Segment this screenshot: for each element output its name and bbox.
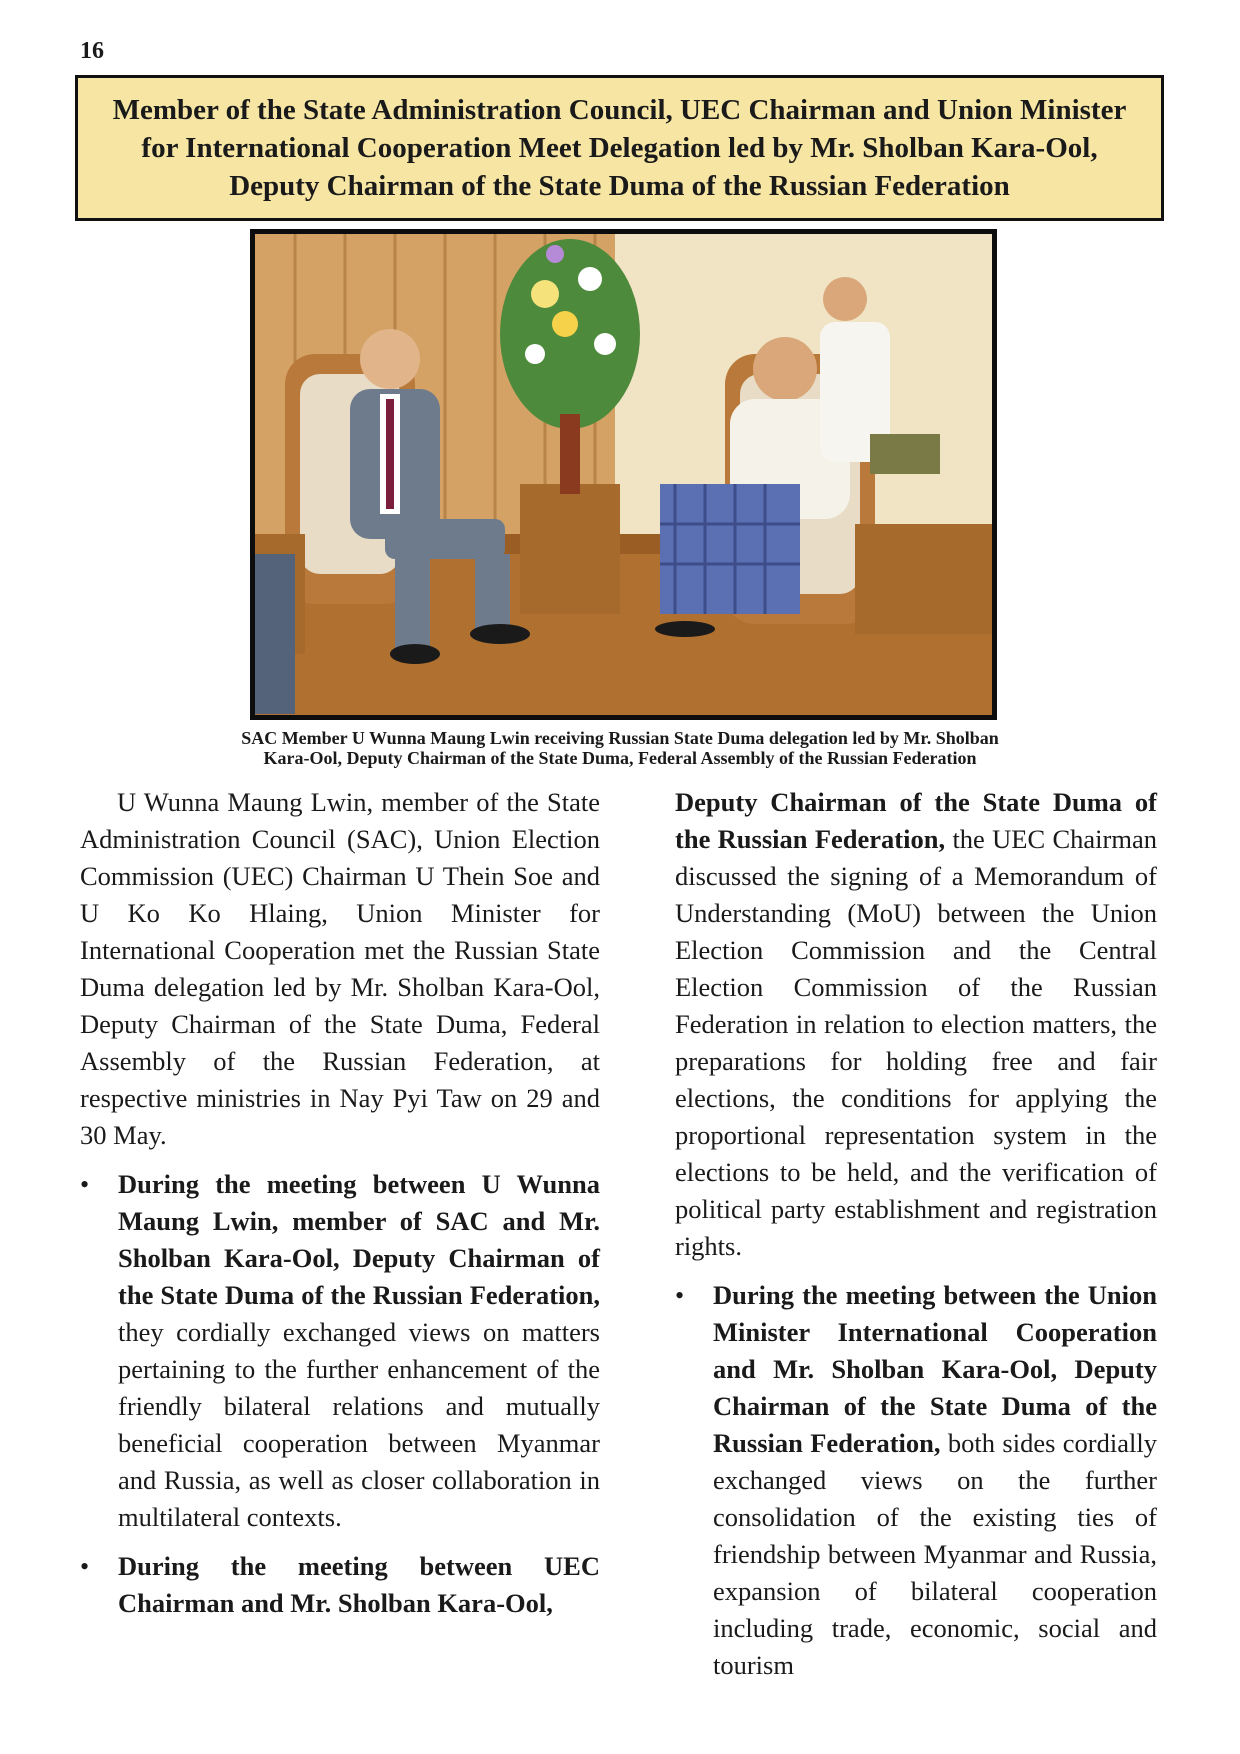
caption-line-2: Kara-Ool, Deputy Chairman of the State Duma, Federal Assembly of the Russian Federation bbox=[263, 748, 977, 768]
right-column bbox=[675, 784, 1157, 1696]
headline: Member of the State Administration Council, UEC Chairman and Union Minister for International Cooperation Meet Delegation led by Mr. Sholban Kara-Ool, Deputy Chairman of the State Duma of the Russian Federation bbox=[112, 94, 1127, 202]
bullet-item-2 bbox=[80, 1548, 600, 1622]
bullet1-bold: During the meeting between U Wunna Maung Lwin, member of SAC and Mr. Sholban Kara-Ool, Deputy Chairman of the State Duma of the Russian Federation, bbox=[118, 1169, 600, 1310]
photo-caption bbox=[150, 728, 1090, 768]
bullet2-continuation bbox=[675, 784, 1157, 1265]
bullet1-text: they cordially exchanged views on matters pertaining to the further enhancement of the friendly bilateral relations and mutually beneficial cooperation between Myanmar and Russia, as well as closer collaboration in multilateral contexts. bbox=[118, 1317, 600, 1532]
bullet2-text: the UEC Chairman discussed the signing of a Memorandum of Understanding (MoU) between the Union Election Commission and the Central Election Commission of the Russian Federation in relation to election matters, the preparations for holding free and fair elections, the conditions for applying the proportional representation system in the elections to be held, and the verification of political party establishment and registration rights. bbox=[675, 824, 1157, 1261]
bullet-list-left bbox=[80, 1166, 600, 1622]
meeting-photo-illustration bbox=[255, 234, 992, 715]
caption-line-1: SAC Member U Wunna Maung Lwin receiving Russian State Duma delegation led by Mr. Sholban bbox=[241, 728, 999, 748]
left-column bbox=[80, 784, 600, 1634]
bullet3-bold: During the meeting between the Union Minister International Cooperation and Mr. Sholban Kara-Ool, Deputy Chairman of the State Duma of the Russian Federation, bbox=[713, 1280, 1157, 1458]
bullet-list-right bbox=[675, 1277, 1157, 1684]
bullet-item-3 bbox=[675, 1277, 1157, 1684]
bullet2-bold-part1: During the meeting between UEC Chairman and Mr. Sholban Kara-Ool, bbox=[118, 1551, 600, 1618]
bullet3-text: both sides cordially exchanged views on the further consolidation of the existing ties of friendship between Myanmar and Russia, expansion of bilateral cooperation including trade, economic, social and tourism bbox=[713, 1428, 1157, 1680]
headline-box bbox=[75, 75, 1164, 221]
news-photo bbox=[250, 229, 997, 720]
intro-paragraph: U Wunna Maung Lwin, member of the State Administration Council (SAC), Union Election Commission (UEC) Chairman U Thein Soe and U Ko Ko Hlaing, Union Minister for International Cooperation met the Russian State Duma delegation led by Mr. Sholban Kara-Ool, Deputy Chairman of the State Duma, Federal Assembly of the Russian Federation, at respective ministries in Nay Pyi Taw on 29 and 30 May. bbox=[80, 787, 600, 1150]
page-number: 16 bbox=[80, 38, 104, 64]
bullet-item-1 bbox=[80, 1166, 600, 1536]
bullet2-bold-part2: Deputy Chairman of the State Duma of the Russian Federation, bbox=[675, 787, 1157, 854]
